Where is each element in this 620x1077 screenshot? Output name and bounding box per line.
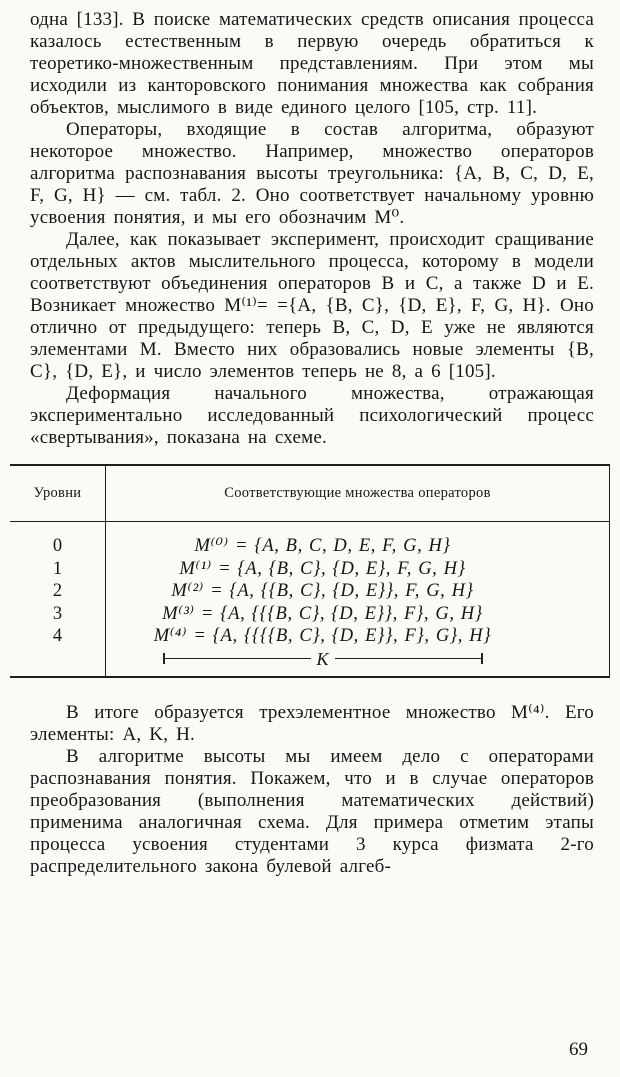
table-spacer-cell <box>106 667 609 676</box>
level-value: 1 <box>10 558 106 581</box>
table-spacer-cell <box>10 667 106 676</box>
paragraph-4: Деформация начального множества, отражающая экспериментально исследованный психологический процесс «свертывания», показана на схеме. <box>30 383 594 448</box>
table-spacer-cell <box>106 522 609 535</box>
set-formula: M⁽²⁾ = {A, {{B, C}, {D, E}}, F, G, H} <box>171 581 474 601</box>
set-formula: M⁽¹⁾ = {A, {B, C}, {D, E}, F, G, H} <box>179 558 466 579</box>
table-spacer <box>10 667 609 676</box>
paragraph-3: Далее, как показывает эксперимент, происходит сращивание отдельных актов мыслительного процесса, которому в модели соответствуют объединения операторов B и C, а также D и E. Возникает множество M⁽¹⁾= ={A, {B, C}, {D, E}, F, G, H}. Оно отлично от предыдущего: теперь B, C, D, E уже не являются элементами M. Вместо них образовались новые элементы {B, C}, {D, E}, и число элементов теперь не 8, а 6 [105]. <box>30 229 594 382</box>
level-value: 3 <box>10 603 106 626</box>
paragraph-5: В итоге образуется трехэлементное множество M⁽⁴⁾. Его элементы: A, K, H. <box>30 701 594 745</box>
table-brace-row <box>10 648 609 667</box>
level-value: 0 <box>10 535 106 558</box>
table-row-level-1 <box>10 558 609 581</box>
table-spacer-cell <box>10 648 106 667</box>
page-number: 69 <box>569 1039 588 1060</box>
paragraph-6: В алгоритме высоты мы имеем дело с операторами распознавания понятия. Покажем, что и в случае операторов преобразования (выполнения математических действий) применима аналогичная схема. Для примера отметим этапы процесса усвоения студентами 3 курса физмата 2-го распределительного закона булевой алгеб- <box>30 745 594 877</box>
table-header-sets: Соответствующие множества операторов <box>224 485 491 501</box>
k-brace-label: K <box>316 648 329 669</box>
table-row-level-2 <box>10 580 609 603</box>
table-row-level-4 <box>10 625 609 648</box>
set-formula: M⁽⁴⁾ = {A, {{{{B, C}, {D, E}}, F}, G}, H} <box>153 626 492 646</box>
k-brace <box>163 648 483 669</box>
brace-line-right <box>335 658 481 660</box>
table-row-level-0 <box>10 535 609 558</box>
brace-cell <box>106 648 609 667</box>
level-value: 2 <box>10 580 106 603</box>
table-row-level-3 <box>10 603 609 626</box>
brace-line-left <box>165 658 311 660</box>
set-formula: M⁽³⁾ = {A, {{{B, C}, {D, E}}, F}, G, H} <box>162 603 483 624</box>
table-spacer-cell <box>10 522 106 535</box>
set-formula: M⁽⁰⁾ = {A, B, C, D, E, F, G, H} <box>194 536 451 556</box>
table-header-row <box>10 466 609 522</box>
paragraph-2: Операторы, входящие в состав алгоритма, образуют некоторое множество. Например, множество операторов алгоритма распознавания высоты треугольника: {A, B, C, D, E, F, G, H} — см. табл. 2. Оно соответствует начальному уровню усвоения понятия, и мы его обозначим M⁰. <box>30 119 594 228</box>
table-spacer <box>10 522 609 535</box>
operators-table <box>10 464 610 678</box>
level-value: 4 <box>10 625 106 648</box>
paragraph-1: одна [133]. В поиске математических средств описания процесса казалось естественным в первую очередь обратиться к теоретико-множественным представлениям. При этом мы исходили из канторовского понимания множества как собрания объектов, мыслимого в виде единого целого [105, стр. 11]. <box>30 9 594 118</box>
brace-right-tick <box>481 653 483 664</box>
table-header-levels: Уровни <box>10 466 106 521</box>
